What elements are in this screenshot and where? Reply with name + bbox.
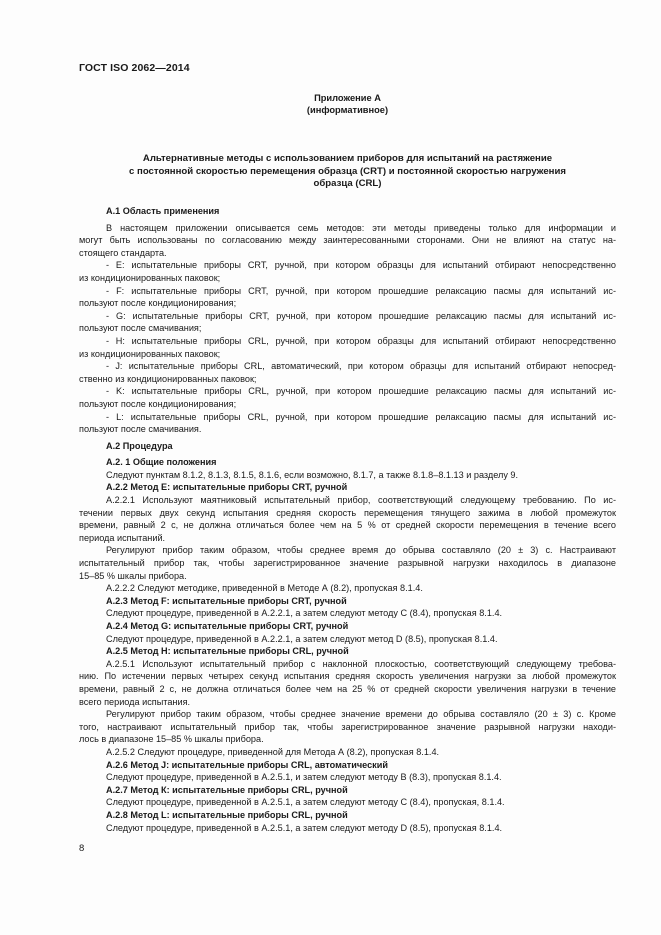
text-line: Регулируют прибор таким образом, чтобы среднее значение времени до обрыва составляло (20 ± 3) с. Кроме [106,709,616,720]
list-item-line: ственно из кондиционированных паковок; [79,373,257,384]
text-line: того, настраивают испытательный прибор так, чтобы зарегистрированное значение разрывной нагрузки находи- [79,721,616,732]
text-line: А.2.5.2 Следуют процедуре, приведенной для Метода А (8.2), пропуская 8.1.4. [106,746,440,757]
text-line: Следуют процедуре, приведенной в А.2.5.1, а затем следуют методу D (8.5), пропуская 8.1.4. [106,822,503,833]
text-line: периода испытаний. [79,532,166,543]
subsection-heading: А.2.5 Метод Н: испытательные приборы CRL, ручной [106,646,349,657]
text-line: лось в диапазоне 15–85 % шкалы прибора. [79,734,264,745]
subsection-heading: А.2.2 Метод Е: испытательные приборы CRT, ручной [106,482,348,493]
text-line: Следуют процедуре, приведенной в А.2.5.1, а затем следуют методу С (8.4), пропуская, 8.1.4. [106,797,505,808]
text-line: Следуют процедуре, приведенной в А.2.2.1, а затем следуют метод D (8.5), пропуская 8.1.4. [106,633,498,644]
list-item-line: пользуют после смачивания; [79,323,202,334]
text-line: испытательный прибор так, чтобы зарегистрированное значение разрывной нагрузки находилось в диапазоне [79,558,616,569]
text-line: могут быть использованы по согласованию между заинтересованными сторонами. Они не влияют на статус на- [79,235,616,246]
document-header: ГОСТ ISO 2062—2014 [79,62,190,74]
section-heading: А.2 Процедура [106,440,173,451]
text-line: 15–85 % шкалы прибора. [79,570,187,581]
text-line: времени, равный 2 с, не должна отличаться более чем на 5 % от средней скорости перемещения в течение всего [79,520,616,531]
annex-label: Приложение А [314,93,381,103]
text-line: стоящего стандарта. [79,247,167,258]
annex-title [79,153,616,191]
list-item-line: - L: испытательные приборы CRL, ручной, при котором прошедшие релаксацию пасмы для испытаний ис- [106,411,616,422]
subsection-heading: А.2.7 Метод К: испытательные приборы CRL, ручной [106,784,348,795]
list-item-line: - F: испытательные приборы CRT, ручной, при котором прошедшие релаксацию пасмы для испытаний ис- [106,285,616,296]
list-item-line: - H: испытательные приборы CRL, ручной, при котором образцы для испытаний отбирают непосредственно [106,335,616,346]
text-line: нию. По истечении первых четырех секунд испытания средняя скорость увеличения нагрузки за любой промежуток [79,671,616,682]
annex-title-line: Альтернативные методы с использованием приборов для испытаний на растяжение [142,153,553,164]
annex-title-line: с постоянной скоростью перемещения образца (CRT) и постоянной скоростью нагружения [129,165,566,177]
document-body [79,205,616,834]
text-line: А.2.2.2 Следуют методике, приведенной в Методе А (8.2), пропуская 8.1.4. [106,583,423,594]
page-number: 8 [79,843,85,854]
subsection-heading: А.2.8 Метод L: испытательные приборы CRL, ручной [106,809,348,820]
list-item-line: - J: испытательные приборы CRL, автоматический, при котором образцы для испытаний отбирают непосред- [106,361,616,372]
list-item-line: пользуют после кондиционирования; [79,298,237,309]
list-item-line: - K: испытательные приборы CRL, ручной, при котором прошедшие релаксацию пасмы для испытаний ис- [106,386,616,397]
list-item-line: из кондиционированных паковок; [79,348,221,359]
text-line: течении первых двух секунд испытания средняя скорость перемещения тянущего зажима в любой промежуток [79,507,616,518]
annex-heading [79,92,616,116]
text-line: Следуют процедуре, приведенной в А.2.5.1, и затем следуют методу В (8.3), пропуская 8.1.4. [106,772,502,783]
subsection-heading: А.2. 1 Общие положения [106,457,217,468]
subsection-heading: А.2.4 Метод G: испытательные приборы CRT, ручной [106,621,349,631]
list-item-line: - G: испытательные приборы CRT, ручной, при котором прошедшие релаксацию пасмы для испытаний ис- [106,310,616,321]
text-line: В настоящем приложении описывается семь методов: эти методы приведены только для информации и [106,222,616,233]
subsection-heading: А.2.3 Метод F: испытательные приборы CRT, ручной [106,595,347,606]
section-heading: А.1 Область применения [106,206,220,216]
list-item-line: пользуют после кондиционирования; [79,398,237,409]
text-line: А.2.5.1 Используют испытательный прибор с наклонной плоскостью, соответствующий следующему требова- [106,658,616,669]
text-line: А.2.2.1 Используют маятниковый испытательный прибор, соответствующий следующему требованию. По ис- [106,495,616,506]
list-item-line: - E: испытательные приборы CRT, ручной, при котором образцы для испытаний отбирают непосредственно [106,260,616,271]
text-line: Следуют пунктам 8.1.2, 8.1.3, 8.1.5, 8.1.6, если возможно, 8.1.7, а также 8.1.8–8.1.13 и разделу 9. [106,469,519,480]
list-item-line: пользуют после смачивания. [79,424,202,435]
text-line: времени, равный 2 с, не должна отличаться более чем на 25 % от средней скорости увеличения нагрузки в течение [79,683,616,694]
list-item-line: из кондиционированных паковок; [79,272,221,283]
annex-title-line: образца (CRL) [313,178,382,190]
annex-status: (информативное) [306,105,389,115]
text-line: Регулируют прибор таким образом, чтобы среднее время до обрыва составляло (20 ± 3) с. Настраивают [106,545,616,556]
text-line: всего периода испытания. [79,696,191,707]
text-line: Следуют процедуре, приведенной в А.2.2.1, а затем следуют методу С (8.4), пропуская 8.1.4. [106,608,503,619]
subsection-heading: А.2.6 Метод J: испытательные приборы CRL, автоматический [106,759,388,770]
